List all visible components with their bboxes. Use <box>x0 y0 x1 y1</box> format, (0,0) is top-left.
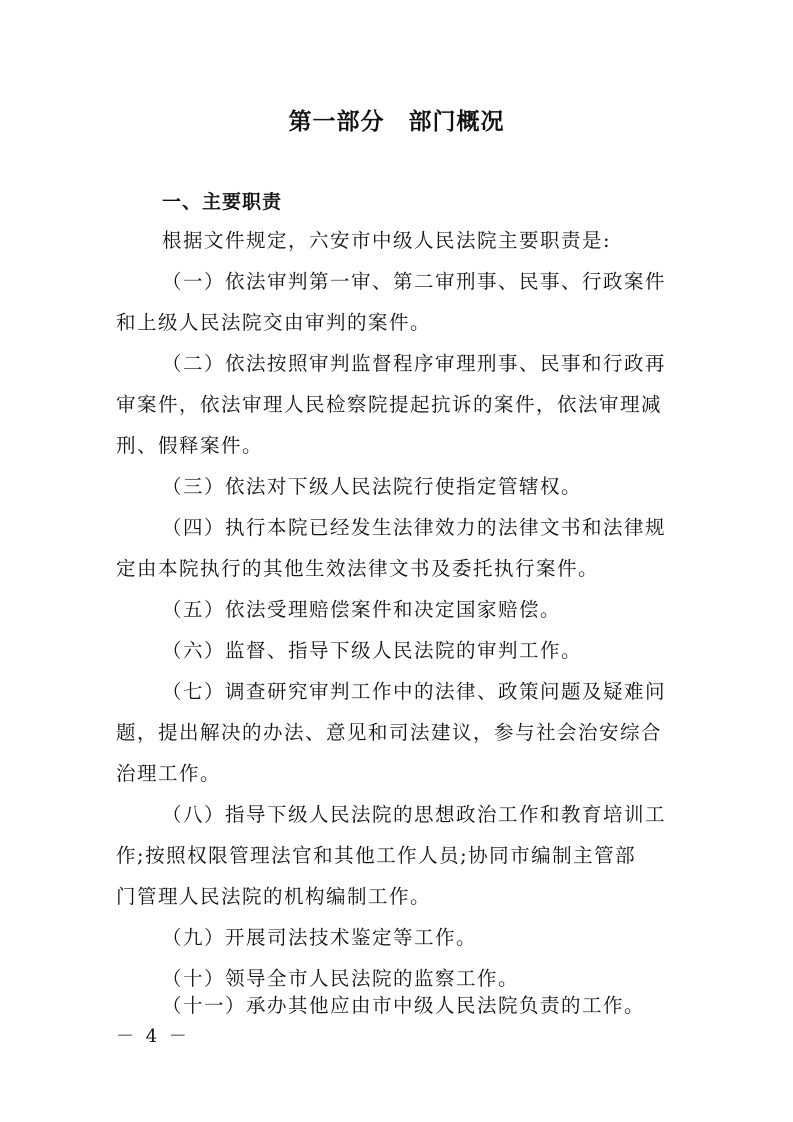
duty-7-line-1: （七）调查研究审判工作中的法律、政策问题及疑难问 <box>162 680 667 703</box>
duty-2-line-1: （二）依法按照审判监督程序审理刑事、民事和行政再 <box>162 352 667 375</box>
page-title: 第一部分 部门概况 <box>288 109 505 135</box>
duty-11-line-1: （十一）承办其他应由市中级人民法院负责的工作。 <box>162 994 646 1017</box>
duty-8-line-1: （八）指导下级人民法院的思想政治工作和教育培训工 <box>162 803 667 826</box>
duty-2-line-2: 审案件，依法审理人民检察院提起抗诉的案件，依法审理减 <box>116 393 663 416</box>
duty-10-line-1: （十）领导全市人民法院的监察工作。 <box>162 967 520 990</box>
duty-7-line-2: 题，提出解决的办法、意见和司法建议，参与社会治安综合 <box>116 721 663 744</box>
duty-6-line-1: （六）监督、指导下级人民法院的审判工作。 <box>162 639 583 662</box>
duty-2-line-3: 刑、假释案件。 <box>116 434 264 457</box>
duty-5-line-1: （五）依法受理赔偿案件和决定国家赔偿。 <box>162 598 562 621</box>
duty-1-line-2: 和上级人民法院交由审判的案件。 <box>116 311 432 334</box>
duty-3-line-1: （三）依法对下级人民法院行使指定管辖权。 <box>162 475 583 498</box>
section-heading: 一、主要职责 <box>162 191 283 213</box>
duty-4-line-1: （四）执行本院已经发生法律效力的法律文书和法律规 <box>162 516 667 539</box>
duty-4-line-2: 定由本院执行的其他生效法律文书及委托执行案件。 <box>116 557 600 580</box>
duty-8-line-2: 作;按照权限管理法官和其他工作人员;协同市编制主管部 <box>116 844 637 867</box>
duty-8-line-3: 门管理人民法院的机构编制工作。 <box>116 885 432 908</box>
duty-7-line-3: 治理工作。 <box>116 762 222 785</box>
page-number: － 4 － <box>116 1026 190 1047</box>
duty-9-line-1: （九）开展司法技术鉴定等工作。 <box>162 926 478 949</box>
duty-1-line-1: （一）依法审判第一审、第二审刑事、民事、行政案件 <box>162 270 667 293</box>
intro-line: 根据文件规定，六安市中级人民法院主要职责是: <box>162 229 612 252</box>
